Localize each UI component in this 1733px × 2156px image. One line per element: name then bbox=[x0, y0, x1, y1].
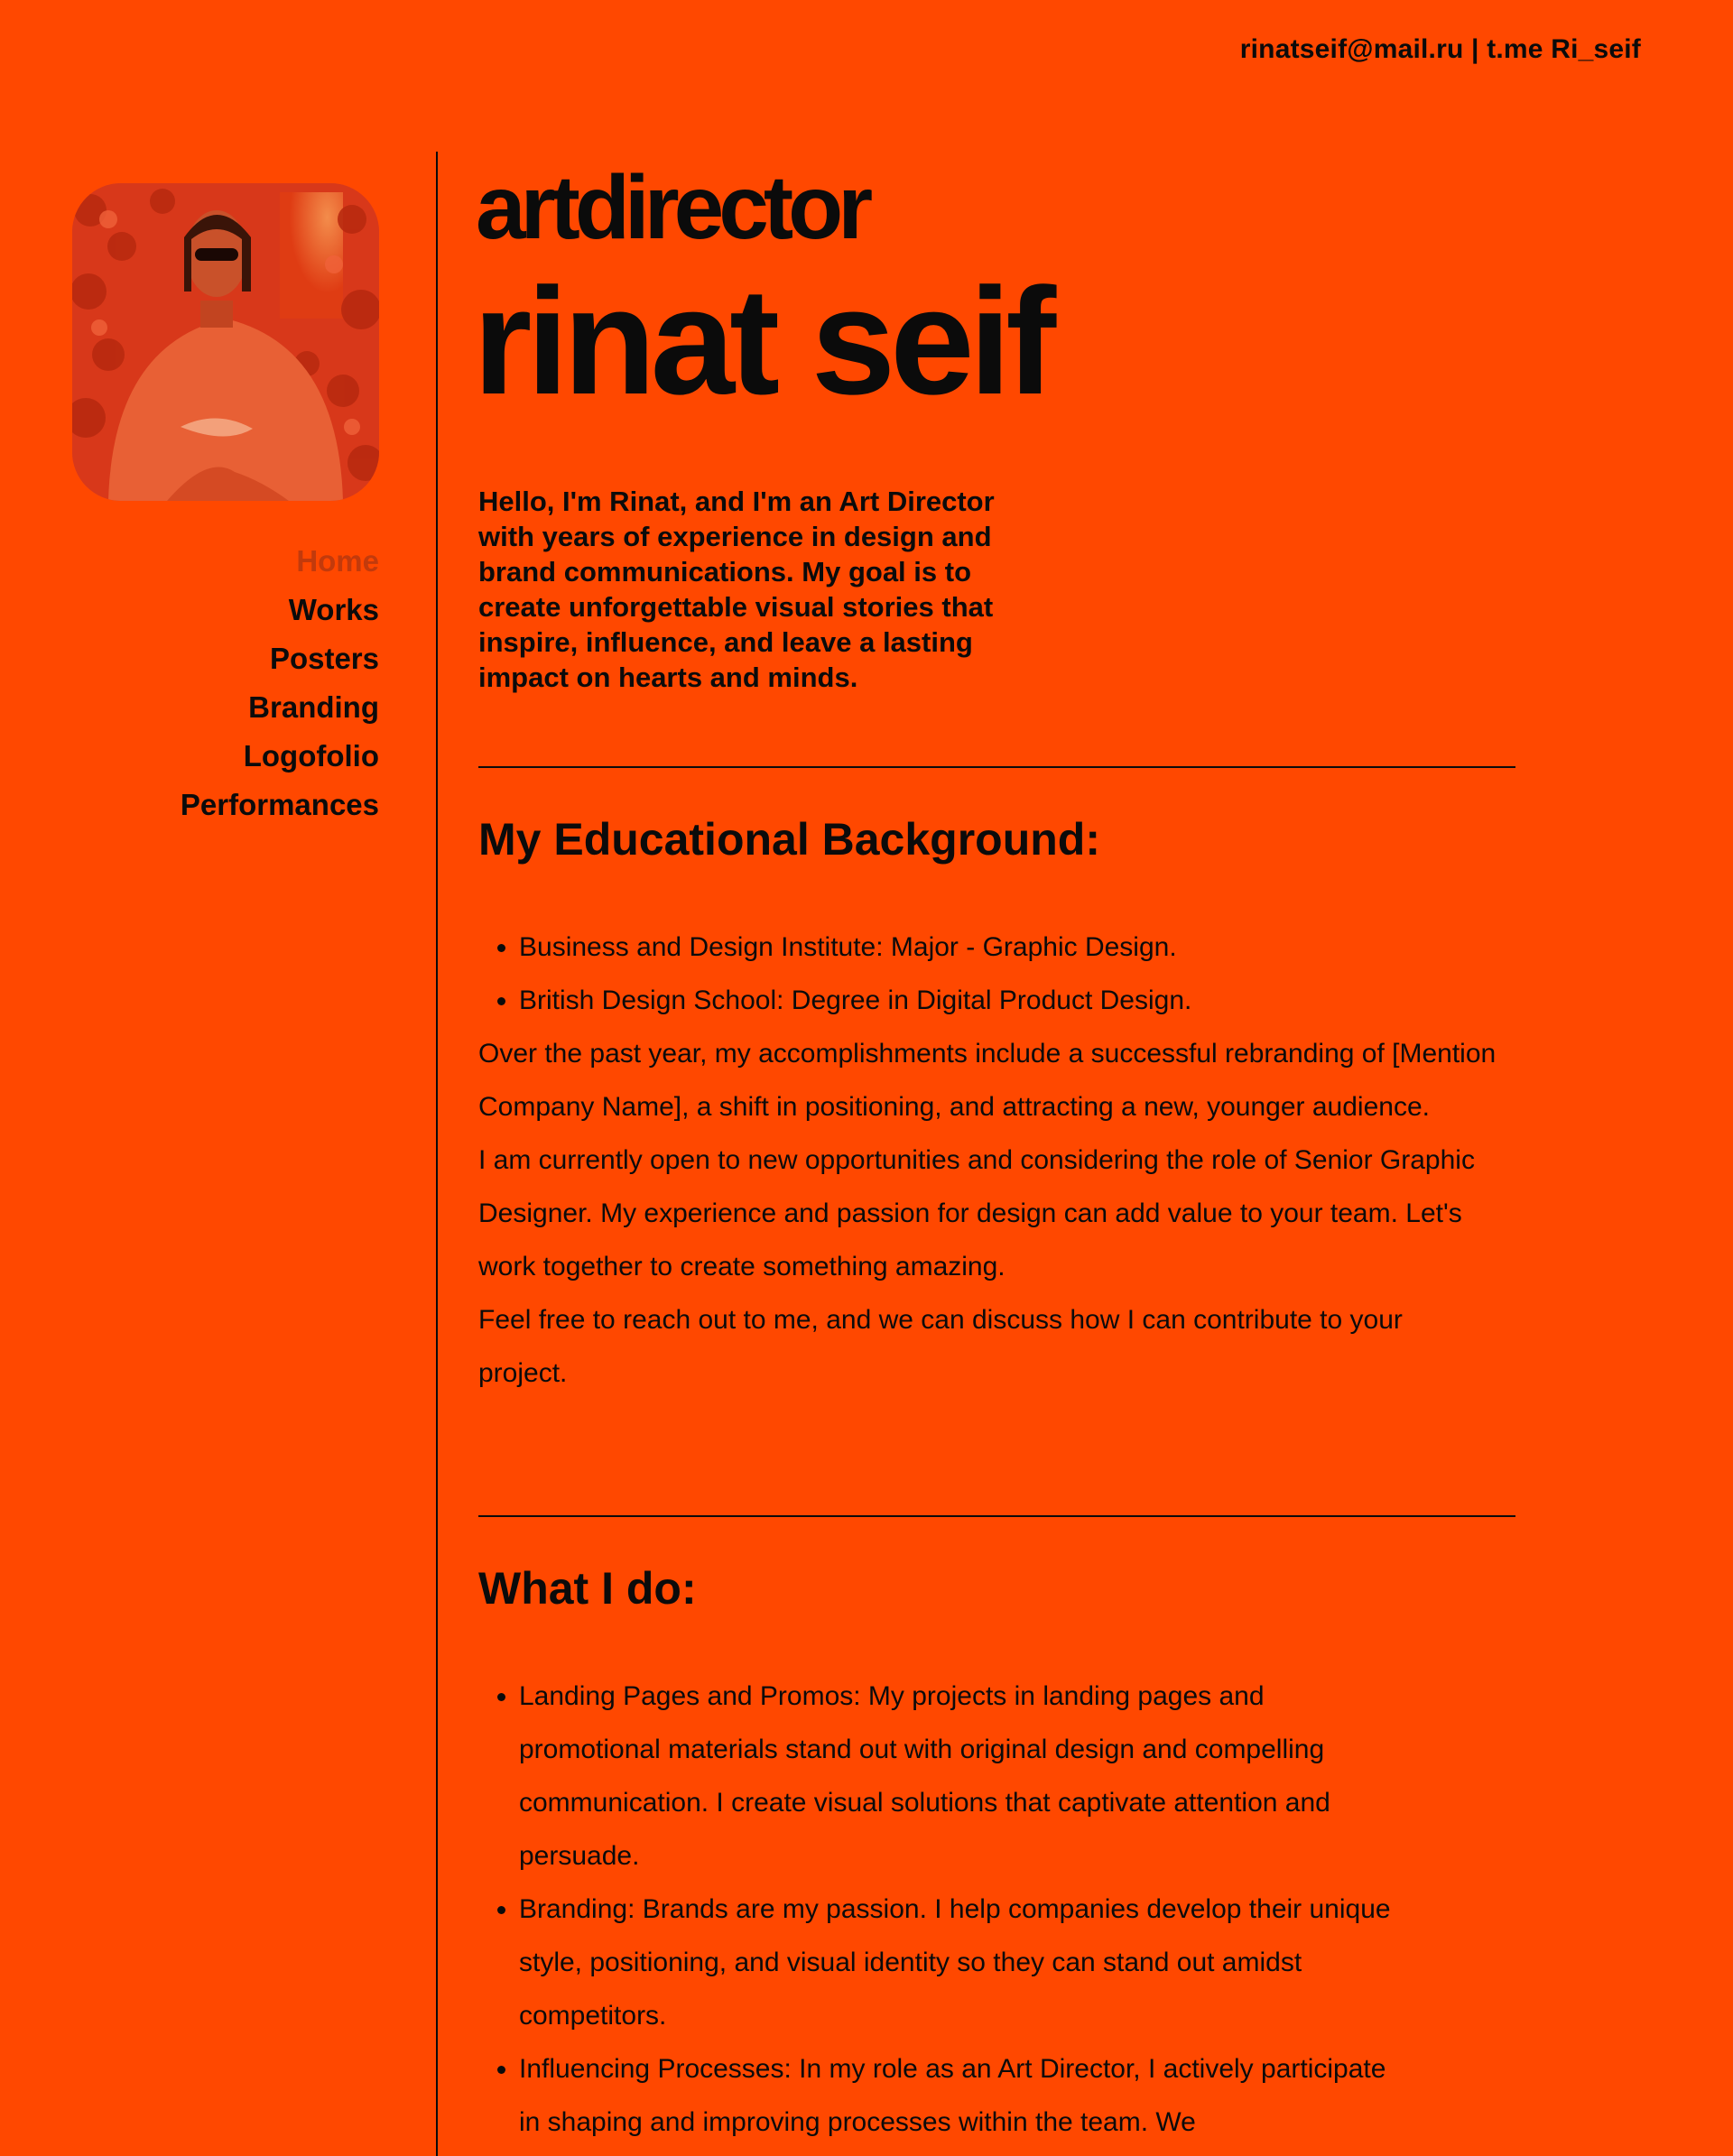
accomplishments-text: Over the past year, my accomplishments include a successful rebranding of [Mention Company Name], a shift in positioning, and attracting a new, younger audience. bbox=[478, 1039, 1497, 1122]
nav-item-logofolio[interactable]: Logofolio bbox=[243, 739, 379, 773]
list-item: • Branding: Brands are my passion. I help companies develop their unique style, positioning, and visual identity so they can stand out amidst competitors. bbox=[519, 1883, 1404, 2042]
main-nav bbox=[72, 537, 381, 829]
email-link[interactable]: rinatseif@mail.ru bbox=[1239, 34, 1464, 64]
list-item: • Business and Design Institute: Major - Graphic Design. bbox=[519, 921, 1516, 974]
sidebar bbox=[72, 183, 381, 829]
education-heading: My Educational Background: bbox=[478, 814, 1100, 865]
contact-separator: | bbox=[1471, 34, 1479, 64]
list-item: • British Design School: Degree in Digital Product Design. bbox=[519, 974, 1516, 1027]
nav-item-works[interactable]: Works bbox=[288, 593, 379, 626]
education-list bbox=[478, 921, 1516, 1027]
nav-item-posters[interactable]: Posters bbox=[269, 642, 379, 675]
list-item: • Landing Pages and Promos: My projects in landing pages and promotional materials stand out with original design and compelling communication. I create visual solutions that captivate attention and persuade. bbox=[519, 1670, 1404, 1883]
opportunities-text: I am currently open to new opportunities and considering the role of Senior Graphic Designer. My experience and passion for design can add value to your team. Let's work together to create something amazing. bbox=[478, 1145, 1475, 1282]
nav-item-home[interactable]: Home bbox=[296, 544, 379, 578]
vertical-divider bbox=[436, 152, 438, 2156]
page-title: rinat seif bbox=[473, 256, 1052, 426]
nav-item-performances[interactable]: Performances bbox=[180, 788, 379, 821]
portrait-photo-icon bbox=[72, 183, 379, 501]
services-list bbox=[478, 1670, 1516, 2149]
telegram-link[interactable]: t.me Ri_seif bbox=[1487, 34, 1641, 64]
contact-bar bbox=[1240, 34, 1641, 65]
contact-invite-text: Feel free to reach out to me, and we can discuss how I can contribute to your project. bbox=[478, 1305, 1403, 1388]
role-title: artdirector bbox=[476, 157, 868, 258]
intro-text: Hello, I'm Rinat, and I'm an Art Director with years of experience in design and brand communications. My goal is to create unforgettable visual stories that inspire, influence, and leave a lasting impact on hearts and minds. bbox=[478, 486, 995, 693]
nav-item-branding[interactable]: Branding bbox=[248, 690, 379, 724]
main-content bbox=[473, 153, 1516, 2149]
list-item: • Influencing Processes: In my role as an Art Director, I actively participate in shaping and improving processes within the team. We bbox=[519, 2042, 1404, 2149]
avatar bbox=[72, 183, 379, 501]
services-heading: What I do: bbox=[478, 1563, 697, 1614]
section-divider bbox=[478, 766, 1515, 768]
section-divider bbox=[478, 1515, 1515, 1517]
